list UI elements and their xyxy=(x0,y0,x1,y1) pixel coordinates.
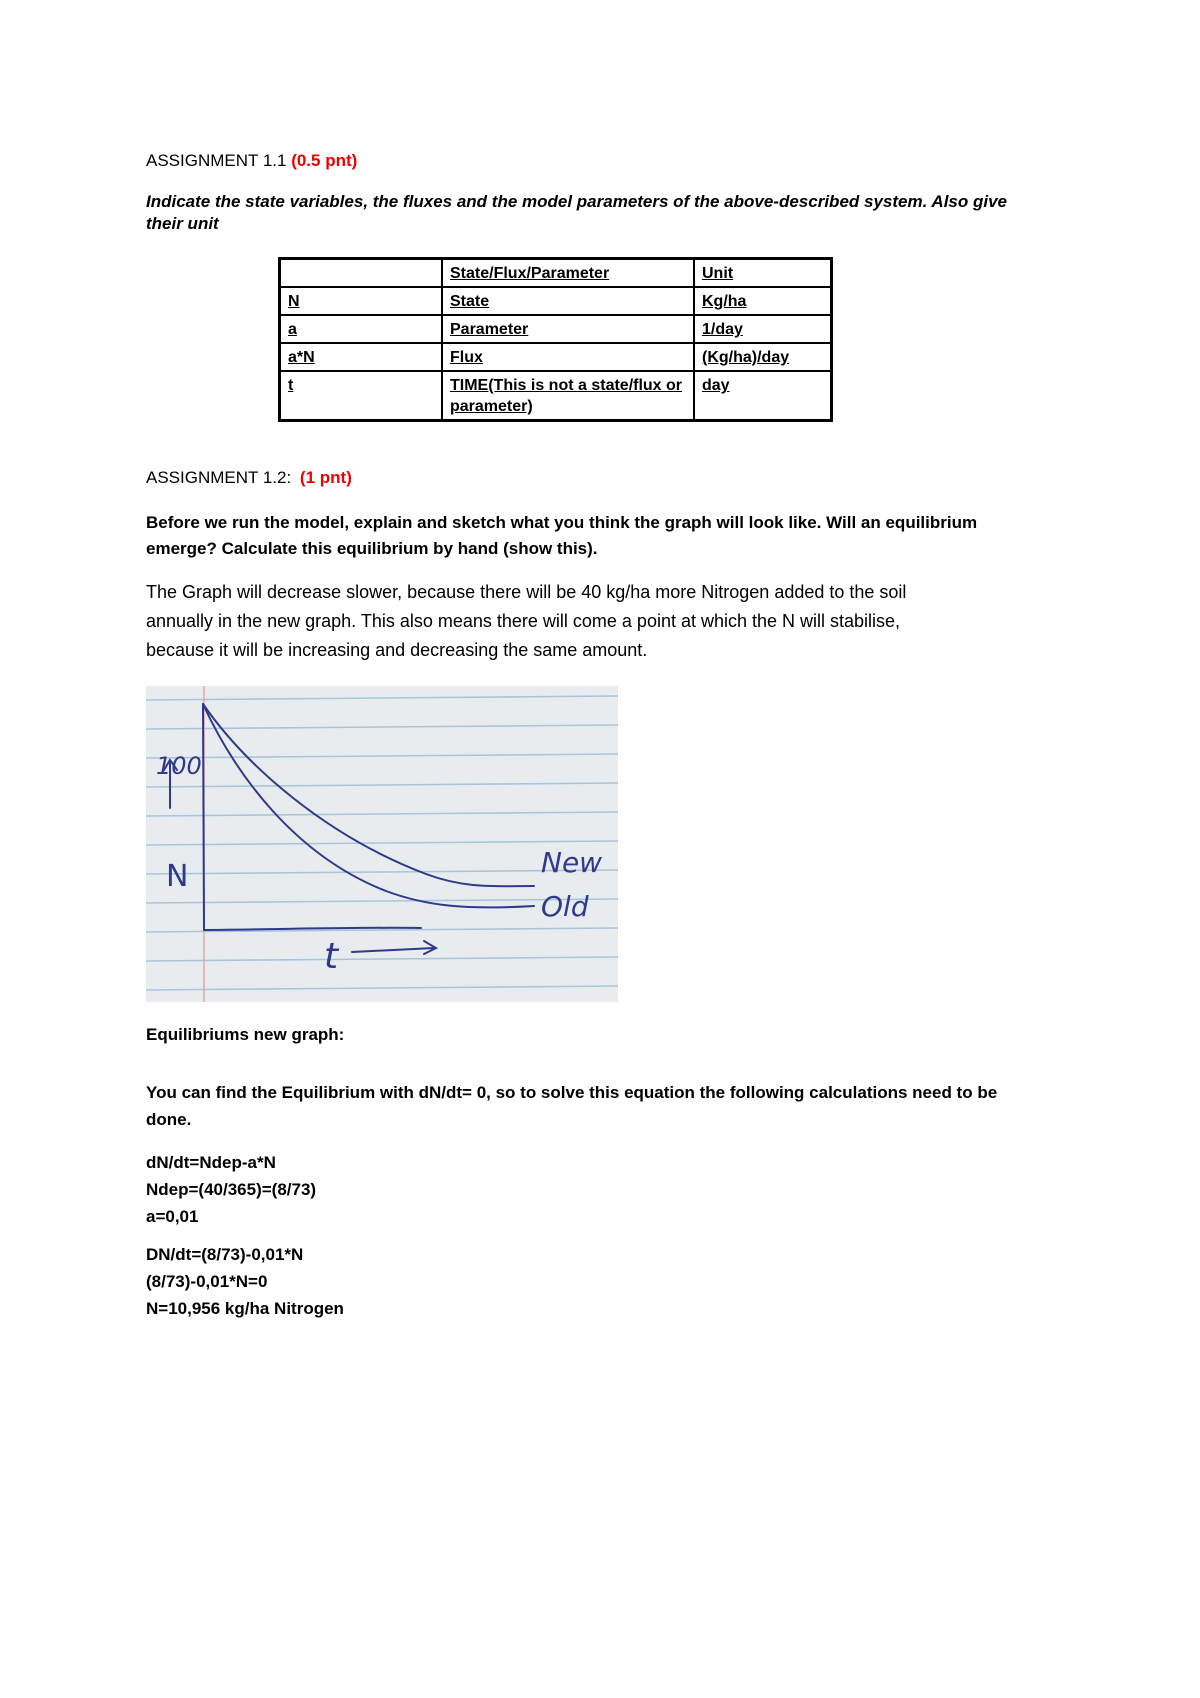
answer-line: annually in the new graph. This also means there will come a point at which the N will stabilise, xyxy=(146,611,901,631)
equation-line: DN/dt=(8/73)-0,01*N xyxy=(146,1245,304,1264)
table-cell: Parameter xyxy=(442,315,694,343)
assignment-1-1-title: ASSIGNMENT 1.1 xyxy=(146,151,287,170)
equation-line: dN/dt=Ndep-a*N xyxy=(146,1153,276,1172)
question-line: their unit xyxy=(146,214,219,233)
equation-line: Ndep=(40/365)=(8/73) xyxy=(146,1180,317,1199)
table-cell: a*N xyxy=(280,343,443,371)
table-cell: (Kg/ha)/day xyxy=(694,343,832,371)
assignment-1-1-question xyxy=(146,191,1086,235)
equation-line: (8/73)-0,01*N=0 xyxy=(146,1272,268,1291)
table-row xyxy=(280,371,832,421)
assignment-1-2-question xyxy=(146,510,1086,562)
assignment-1-2-heading xyxy=(146,467,352,489)
question-line: Before we run the model, explain and sketch what you think the graph will look like. Will an equilibrium xyxy=(146,513,978,532)
table-header-row xyxy=(280,259,832,288)
table-row xyxy=(280,343,832,371)
new-curve-label: New xyxy=(541,846,603,879)
table-cell: t xyxy=(280,371,443,421)
table-cell: TIME(This is not a state/flux or parameter) xyxy=(442,371,694,421)
table-cell: 1/day xyxy=(694,315,832,343)
assignment-1-1-heading xyxy=(146,150,357,172)
table-cell: Flux xyxy=(442,343,694,371)
assignment-1-2-title: ASSIGNMENT 1.2: xyxy=(146,468,292,487)
y-axis-label: N xyxy=(166,859,189,894)
table-cell: N xyxy=(280,287,443,315)
variables-table xyxy=(278,257,833,422)
answer-line: The Graph will decrease slower, because there will be 40 kg/ha more Nitrogen added to the soil xyxy=(146,582,907,602)
hand-sketch-photo xyxy=(146,686,618,1002)
assignment-1-2-points: (1 pnt) xyxy=(299,468,352,487)
y-tick-label: 100 xyxy=(156,752,202,780)
table-cell: day xyxy=(694,371,832,421)
table-header-cell: Unit xyxy=(694,259,832,288)
calculation-block-2 xyxy=(146,1241,344,1322)
x-axis-label: t xyxy=(324,936,339,977)
equilibrium-intro xyxy=(146,1079,1086,1133)
equilibrium-heading: Equilibriums new graph: xyxy=(146,1025,345,1044)
y-axis xyxy=(203,704,204,930)
assignment-1-1-points: (0.5 pnt) xyxy=(291,151,358,170)
assignment-1-2-answer xyxy=(146,578,1086,665)
table-row xyxy=(280,315,832,343)
intro-line: You can find the Equilibrium with dN/dt= 0, so to solve this equation the following calculations need to be xyxy=(146,1083,998,1102)
table-header-cell xyxy=(280,259,443,288)
answer-line: because it will be increasing and decreasing the same amount. xyxy=(146,640,648,660)
equation-line: a=0,01 xyxy=(146,1207,199,1226)
question-line: Indicate the state variables, the fluxes and the model parameters of the above-described system. Also give xyxy=(146,192,1007,211)
table-cell: State xyxy=(442,287,694,315)
intro-line: done. xyxy=(146,1110,192,1129)
old-curve-label: Old xyxy=(541,890,589,923)
question-line: emerge? Calculate this equilibrium by hand (show this). xyxy=(146,539,598,558)
table-cell: a xyxy=(280,315,443,343)
table-row xyxy=(280,287,832,315)
table-header-cell: State/Flux/Parameter xyxy=(442,259,694,288)
calculation-block-1 xyxy=(146,1149,316,1230)
table-cell: Kg/ha xyxy=(694,287,832,315)
equation-line: N=10,956 kg/ha Nitrogen xyxy=(146,1299,344,1318)
